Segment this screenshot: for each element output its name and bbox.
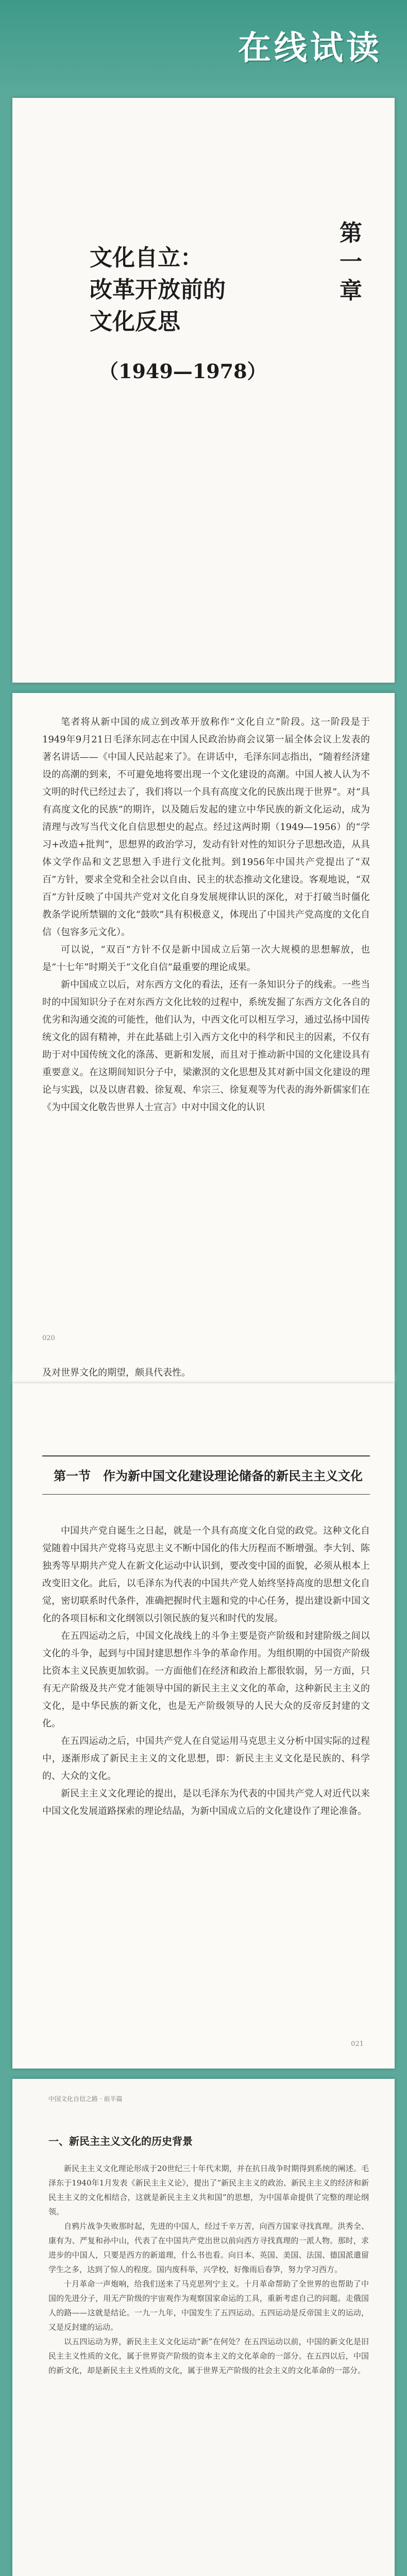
- chapter-title-line: 文化自立：: [90, 245, 203, 271]
- section-rule: [42, 1494, 370, 1495]
- page-number: 021: [351, 2040, 364, 2048]
- page-body: [42, 714, 370, 1116]
- paragraph: 新中国成立以后，对东西方文化的看法，还有一条知识分子的线索。一些当时的中国知识分子在对东西方文化比较的过程中，系统发掘了东西方文化各自的优劣和沟通交流的可能性，他们认为，中西文化可以相互学习，通过弘扬中国传统文化的固有精神，并在此基础上引入西方文化中的科学和民主的因素，不仅有助于对中国传统文化的涤荡、更新和发展，而且对于推动新中国的文化建设具有重要意义。在这期间知识分子中，梁漱溟的文化思想及其对新中国文化建设的理论与实践，以及以唐君毅、徐复观、牟宗三、徐复观等为代表的海外新儒家们在《为中国文化敬告世界人士宣言》中对中国文化的认识: [42, 979, 370, 1113]
- chapter-title: [90, 242, 226, 338]
- page-continuation: [12, 1360, 395, 1386]
- section-title: 第一节 作为新中国文化建设理论储备的新民主主义文化: [54, 1468, 363, 1483]
- page-body: [42, 1522, 370, 1820]
- book-page-text-2: [12, 2079, 395, 2576]
- paragraph: 笔者将从新中国的成立到改革开放称作“文化自立”阶段。这一阶段是于1949年9月21日毛泽东同志在中国人民政治协商会议第一届全体会议上发表的著名讲话——《中国人民站起来了》。在讲话中，毛泽东同志指出，“随着经济建设的高潮的到来，不可避免地将要出现一个文化建设的高潮。中国人被人认为不文明的时代已经过去了，我们将以一个具有高度文化的民族出现于世界”。对“具有高度文化的民族”的期许，以及随后发起的建立中华民族的新文化运动，成为清理与改写当代文化自信思想史的起点。经过这两时期（1949—1956）的“学习+改造+批判”，思想界的政治学习，发动有针对性的知识分子思想改造，从具体文学作品和文艺思想入手进行文化批判。到1956年中国共产党提出了“双百”方针，要求全党和全社会以自由、民主的状态推动文化建设。客观地说，“双百”方针反映了中国共产党对文化自身发展规律认识的深化，对于打破当时僵化教条学说所禁锢的文化“鼓吹”具有积极意义，体现出了中国共产党高度的文化自信（包容多元文化）。: [42, 717, 370, 938]
- paragraph: 在五四运动之后，中国共产党人在自觉运用马克思主义分析中国实际的过程中，逐渐形成了新民主主义的文化思想，即：新民主主义文化是民族的、科学的、大众的文化。: [42, 1736, 370, 1782]
- section-rule: [42, 1455, 370, 1456]
- book-page-chapter-title: [12, 98, 395, 683]
- running-header: 中国文化自信之路 · 前半篇: [48, 2095, 123, 2103]
- paragraph: 十月革命一声炮响，给我们送来了马克思列宁主义。十月革命帮助了全世界的也帮助了中国的先进分子，用无产阶级的宇宙观作为观察国家命运的工具，重新考虑自己的问题。走俄国人的路——这就是结论。一九一九年，中国发生了五四运动。五四运动是反帝国主义的运动，又是反封建的运动。: [48, 2279, 369, 2332]
- paragraph: 新民主主义文化理论形成于20世纪三十年代末期，并在抗日战争时期得到系统的阐述。毛泽东于1940年1月发表《新民主主义论》，提出了“新民主主义的政治、新民主主义的经济和新民主主义的文化相结合，这就是新民主主义共和国”的思想，为中国革命提供了完整的理论纲领。: [48, 2164, 369, 2216]
- banner-title: 在线试读: [238, 29, 382, 67]
- book-page-section: [12, 1383, 395, 2069]
- chapter-title-line: 文化反思: [90, 309, 180, 335]
- chapter-years: （1949—1978）: [99, 360, 267, 383]
- top-banner: [0, 0, 407, 88]
- subsection-title: 一、新民主主义文化的历史背景: [48, 2135, 193, 2147]
- paragraph: 自鸦片战争失败那时起，先进的中国人，经过千辛万苦，向西方国家寻找真理。洪秀全、康有为、严复和孙中山，代表了在中国共产党出世以前向西方寻找真理的一派人物。那时，求进步的中国人，只要是西方的新道理，什么书也看。向日本、英国、美国、法国、德国派遣留学生之多，达到了惊人的程度。国内废科举，兴学校，好像雨后春笋，努力学习西方。: [48, 2222, 369, 2274]
- book-page-text-1: [12, 693, 395, 1373]
- paragraph: 在五四运动之后，中国文化战线上的斗争主要是资产阶级和封建阶级之间以文化的斗争，起到与中国封建思想作斗争的革命作用。为组织期的中国资产阶级比资本主义民族更加软弱。一方面他们在经济和政治上都很软弱，另一方面，只有无产阶级及共产党才能领导中国的新民主主义文化的革命，这种新民主主义的文化，是中华民族的新文化，也是无产阶级领导的人民大众的反帝反封建的文化。: [42, 1631, 370, 1729]
- chapter-mark: 第一章: [340, 220, 362, 304]
- paragraph: 新民主主义文化理论的提出，是以毛泽东为代表的中国共产党人对近代以来中国文化发展道路探索的理论结晶，为新中国成立后的文化建设作了理论准备。: [42, 1788, 370, 1817]
- page-number: 020: [42, 1334, 55, 1342]
- paragraph: 中国共产党自诞生之日起，就是一个具有高度文化自觉的政党。这种文化自觉随着中国共产党将马克思主义不断中国化的伟大历程而不断增强。李大钊、陈独秀等早期共产党人在新文化运动中认识到，要改变中国的面貌，必须从根本上改变旧文化。此后，以毛泽东为代表的中国共产党人始终坚持高度的思想文化自觉，密切联系时代条件，准确把握时代主题和党的中心任务，提出建设新中国文化的各项目标和文化纲领以引领民族的复兴和时代的发展。: [42, 1526, 370, 1624]
- continuation-text: 及对世界文化的期望，颇具代表性。: [42, 1367, 191, 1378]
- page-body: [48, 2161, 369, 2378]
- paragraph: 可以说，“双百”方针不仅是新中国成立后第一次大规模的思想解放，也是“十七年”时期关于“文化自信”最重要的理论成果。: [42, 944, 370, 973]
- chapter-title-line: 改革开放前的: [90, 277, 226, 303]
- paragraph: 以五四运动为界，新民主主义文化运动“新”在何处？在五四运动以前，中国的新文化是旧民主主义性质的文化，属于世界资产阶级的资本主义的文化革命的一部分。在五四以后，中国的新文化，却是新民主主义性质的文化，属于世界无产阶级的社会主义的文化革命的一部分。: [48, 2337, 369, 2375]
